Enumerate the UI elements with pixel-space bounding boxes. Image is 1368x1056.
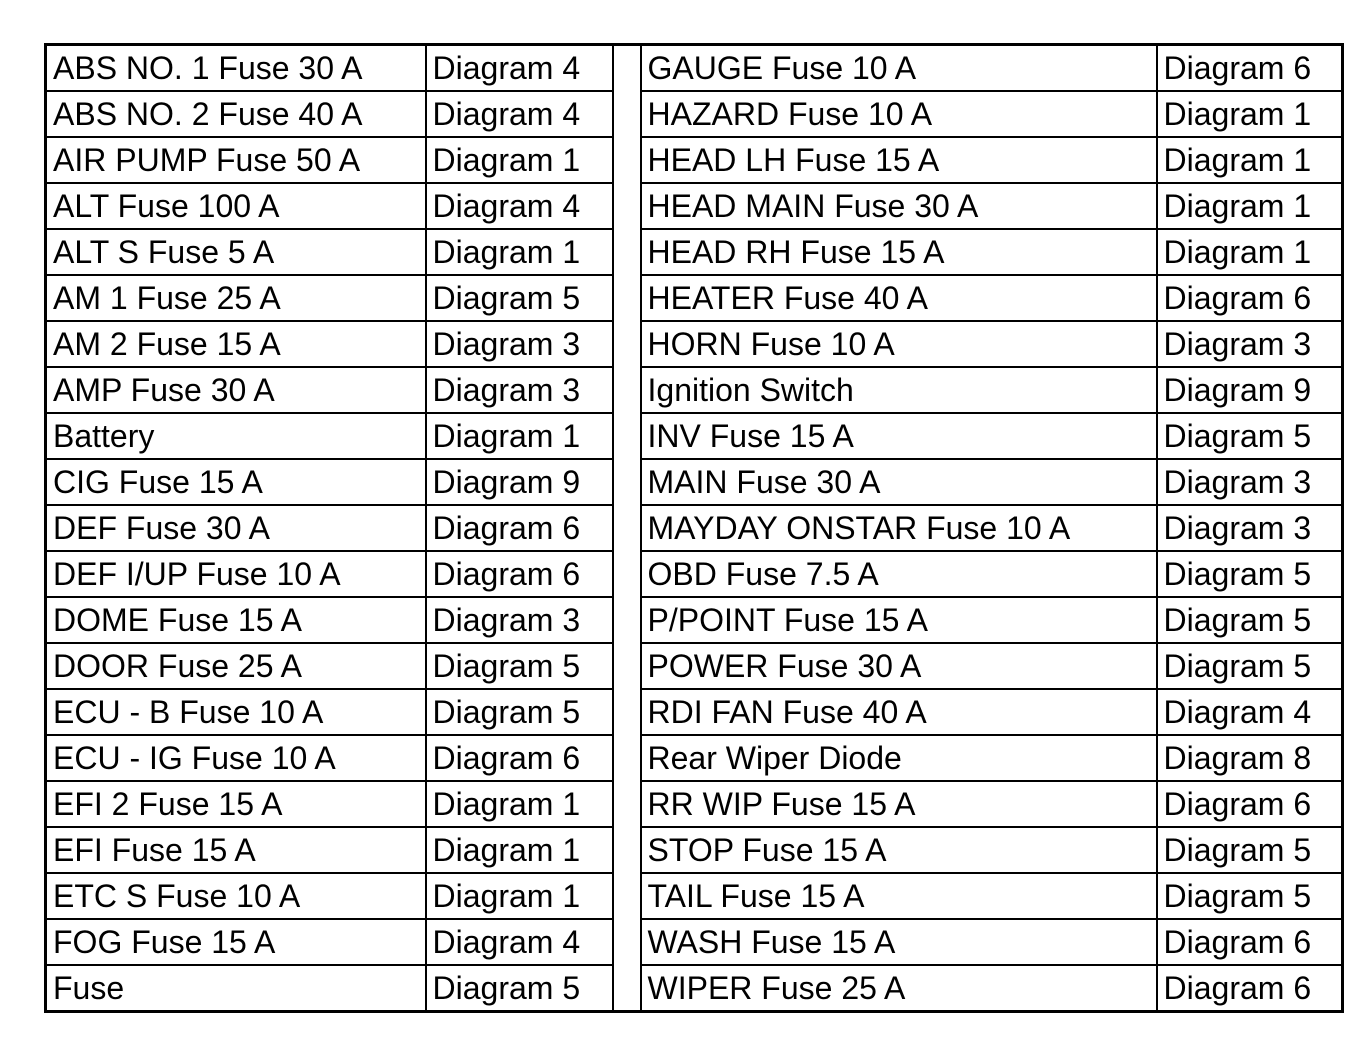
column-gap bbox=[613, 873, 641, 919]
column-gap bbox=[613, 643, 641, 689]
column-gap bbox=[613, 781, 641, 827]
right-fuse-name-cell: HORN Fuse 10 A bbox=[641, 321, 1157, 367]
left-fuse-name-cell: DOME Fuse 15 A bbox=[46, 597, 426, 643]
left-diagram-cell: Diagram 3 bbox=[426, 597, 613, 643]
right-diagram-cell: Diagram 5 bbox=[1157, 413, 1343, 459]
right-fuse-name-cell: WIPER Fuse 25 A bbox=[641, 965, 1157, 1012]
table-row bbox=[46, 505, 1343, 551]
column-gap bbox=[613, 367, 641, 413]
right-diagram-cell: Diagram 6 bbox=[1157, 275, 1343, 321]
left-fuse-name-cell: DEF I/UP Fuse 10 A bbox=[46, 551, 426, 597]
right-fuse-name-cell: P/POINT Fuse 15 A bbox=[641, 597, 1157, 643]
right-fuse-name-cell: OBD Fuse 7.5 A bbox=[641, 551, 1157, 597]
column-gap bbox=[613, 965, 641, 1012]
left-diagram-cell: Diagram 4 bbox=[426, 91, 613, 137]
table-row bbox=[46, 643, 1343, 689]
left-diagram-cell: Diagram 4 bbox=[426, 45, 613, 92]
table-row bbox=[46, 459, 1343, 505]
left-fuse-name-cell: ECU - B Fuse 10 A bbox=[46, 689, 426, 735]
right-diagram-cell: Diagram 6 bbox=[1157, 45, 1343, 92]
right-diagram-cell: Diagram 1 bbox=[1157, 229, 1343, 275]
right-diagram-cell: Diagram 1 bbox=[1157, 91, 1343, 137]
left-diagram-cell: Diagram 4 bbox=[426, 919, 613, 965]
right-fuse-name-cell: HEAD MAIN Fuse 30 A bbox=[641, 183, 1157, 229]
column-gap bbox=[613, 91, 641, 137]
table-row bbox=[46, 45, 1343, 92]
table-row bbox=[46, 965, 1343, 1012]
table-row bbox=[46, 827, 1343, 873]
left-diagram-cell: Diagram 1 bbox=[426, 827, 613, 873]
left-fuse-name-cell: AIR PUMP Fuse 50 A bbox=[46, 137, 426, 183]
right-fuse-name-cell: HEAD RH Fuse 15 A bbox=[641, 229, 1157, 275]
left-fuse-name-cell: ECU - IG Fuse 10 A bbox=[46, 735, 426, 781]
table-row bbox=[46, 551, 1343, 597]
right-diagram-cell: Diagram 3 bbox=[1157, 505, 1343, 551]
left-diagram-cell: Diagram 3 bbox=[426, 367, 613, 413]
right-diagram-cell: Diagram 5 bbox=[1157, 597, 1343, 643]
right-diagram-cell: Diagram 5 bbox=[1157, 551, 1343, 597]
left-diagram-cell: Diagram 6 bbox=[426, 551, 613, 597]
column-gap bbox=[613, 459, 641, 505]
right-fuse-name-cell: Rear Wiper Diode bbox=[641, 735, 1157, 781]
table-row bbox=[46, 873, 1343, 919]
table-row bbox=[46, 321, 1343, 367]
left-fuse-name-cell: EFI 2 Fuse 15 A bbox=[46, 781, 426, 827]
table-row bbox=[46, 597, 1343, 643]
left-diagram-cell: Diagram 9 bbox=[426, 459, 613, 505]
column-gap bbox=[613, 735, 641, 781]
left-fuse-name-cell: AM 1 Fuse 25 A bbox=[46, 275, 426, 321]
right-fuse-name-cell: TAIL Fuse 15 A bbox=[641, 873, 1157, 919]
right-diagram-cell: Diagram 5 bbox=[1157, 827, 1343, 873]
right-fuse-name-cell: Ignition Switch bbox=[641, 367, 1157, 413]
table-row bbox=[46, 735, 1343, 781]
left-diagram-cell: Diagram 1 bbox=[426, 413, 613, 459]
right-diagram-cell: Diagram 1 bbox=[1157, 183, 1343, 229]
right-diagram-cell: Diagram 9 bbox=[1157, 367, 1343, 413]
column-gap bbox=[613, 551, 641, 597]
table-row bbox=[46, 229, 1343, 275]
right-diagram-cell: Diagram 6 bbox=[1157, 919, 1343, 965]
column-gap bbox=[613, 919, 641, 965]
left-diagram-cell: Diagram 5 bbox=[426, 965, 613, 1012]
right-fuse-name-cell: HEATER Fuse 40 A bbox=[641, 275, 1157, 321]
left-fuse-name-cell: ABS NO. 2 Fuse 40 A bbox=[46, 91, 426, 137]
right-diagram-cell: Diagram 8 bbox=[1157, 735, 1343, 781]
fuse-index-table bbox=[44, 43, 1344, 1013]
left-diagram-cell: Diagram 6 bbox=[426, 735, 613, 781]
table-row bbox=[46, 183, 1343, 229]
left-diagram-cell: Diagram 5 bbox=[426, 689, 613, 735]
left-diagram-cell: Diagram 1 bbox=[426, 137, 613, 183]
fuse-table-body bbox=[46, 45, 1343, 1012]
left-diagram-cell: Diagram 3 bbox=[426, 321, 613, 367]
table-row bbox=[46, 137, 1343, 183]
column-gap bbox=[613, 229, 641, 275]
column-gap bbox=[613, 183, 641, 229]
right-fuse-name-cell: STOP Fuse 15 A bbox=[641, 827, 1157, 873]
left-fuse-name-cell: AM 2 Fuse 15 A bbox=[46, 321, 426, 367]
column-gap bbox=[613, 827, 641, 873]
right-diagram-cell: Diagram 5 bbox=[1157, 643, 1343, 689]
left-diagram-cell: Diagram 6 bbox=[426, 505, 613, 551]
left-fuse-name-cell: FOG Fuse 15 A bbox=[46, 919, 426, 965]
right-fuse-name-cell: INV Fuse 15 A bbox=[641, 413, 1157, 459]
left-fuse-name-cell: Fuse bbox=[46, 965, 426, 1012]
left-fuse-name-cell: ETC S Fuse 10 A bbox=[46, 873, 426, 919]
left-diagram-cell: Diagram 4 bbox=[426, 183, 613, 229]
table-row bbox=[46, 413, 1343, 459]
table-row bbox=[46, 91, 1343, 137]
right-fuse-name-cell: POWER Fuse 30 A bbox=[641, 643, 1157, 689]
right-fuse-name-cell: GAUGE Fuse 10 A bbox=[641, 45, 1157, 92]
right-diagram-cell: Diagram 5 bbox=[1157, 873, 1343, 919]
right-diagram-cell: Diagram 1 bbox=[1157, 137, 1343, 183]
right-fuse-name-cell: RR WIP Fuse 15 A bbox=[641, 781, 1157, 827]
left-fuse-name-cell: ALT Fuse 100 A bbox=[46, 183, 426, 229]
right-fuse-name-cell: MAIN Fuse 30 A bbox=[641, 459, 1157, 505]
right-fuse-name-cell: MAYDAY ONSTAR Fuse 10 A bbox=[641, 505, 1157, 551]
column-gap bbox=[613, 275, 641, 321]
right-diagram-cell: Diagram 6 bbox=[1157, 965, 1343, 1012]
right-fuse-name-cell: WASH Fuse 15 A bbox=[641, 919, 1157, 965]
column-gap bbox=[613, 597, 641, 643]
left-fuse-name-cell: EFI Fuse 15 A bbox=[46, 827, 426, 873]
left-diagram-cell: Diagram 1 bbox=[426, 873, 613, 919]
left-fuse-name-cell: ALT S Fuse 5 A bbox=[46, 229, 426, 275]
left-fuse-name-cell: AMP Fuse 30 A bbox=[46, 367, 426, 413]
right-diagram-cell: Diagram 3 bbox=[1157, 459, 1343, 505]
right-diagram-cell: Diagram 4 bbox=[1157, 689, 1343, 735]
column-gap bbox=[613, 45, 641, 92]
column-gap bbox=[613, 413, 641, 459]
column-gap bbox=[613, 137, 641, 183]
left-diagram-cell: Diagram 1 bbox=[426, 781, 613, 827]
left-diagram-cell: Diagram 5 bbox=[426, 275, 613, 321]
column-gap bbox=[613, 505, 641, 551]
right-diagram-cell: Diagram 6 bbox=[1157, 781, 1343, 827]
left-diagram-cell: Diagram 5 bbox=[426, 643, 613, 689]
table-row bbox=[46, 367, 1343, 413]
column-gap bbox=[613, 689, 641, 735]
right-fuse-name-cell: RDI FAN Fuse 40 A bbox=[641, 689, 1157, 735]
table-row bbox=[46, 689, 1343, 735]
table-row bbox=[46, 781, 1343, 827]
left-fuse-name-cell: Battery bbox=[46, 413, 426, 459]
table-row bbox=[46, 275, 1343, 321]
left-fuse-name-cell: ABS NO. 1 Fuse 30 A bbox=[46, 45, 426, 92]
right-fuse-name-cell: HAZARD Fuse 10 A bbox=[641, 91, 1157, 137]
left-fuse-name-cell: DEF Fuse 30 A bbox=[46, 505, 426, 551]
column-gap bbox=[613, 321, 641, 367]
right-fuse-name-cell: HEAD LH Fuse 15 A bbox=[641, 137, 1157, 183]
right-diagram-cell: Diagram 3 bbox=[1157, 321, 1343, 367]
table-row bbox=[46, 919, 1343, 965]
left-fuse-name-cell: DOOR Fuse 25 A bbox=[46, 643, 426, 689]
left-fuse-name-cell: CIG Fuse 15 A bbox=[46, 459, 426, 505]
left-diagram-cell: Diagram 1 bbox=[426, 229, 613, 275]
